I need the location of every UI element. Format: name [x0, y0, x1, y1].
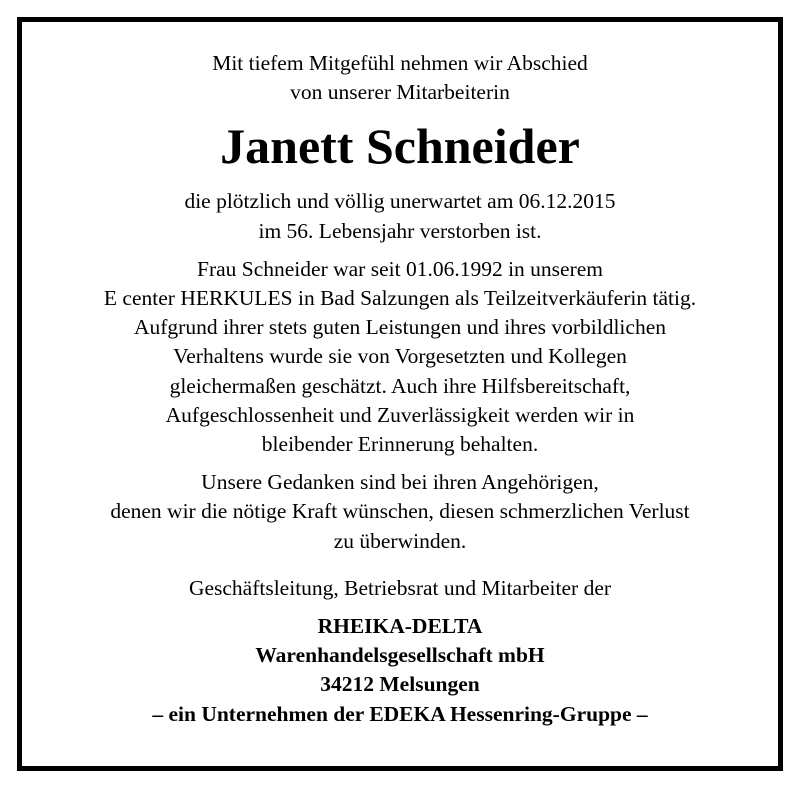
intro-line: von unserer Mitarbeiterin: [290, 80, 510, 105]
career-line: bleibender Erinnerung behalten.: [261, 432, 539, 457]
career-line: E center HERKULES in Bad Salzungen als Teilzeitverkäuferin tätig.: [103, 286, 697, 311]
obituary-notice: [22, 22, 778, 729]
career-line: Aufgrund ihrer stets guten Leistungen und ihres vorbildlichen: [133, 315, 666, 340]
intro-block: [22, 49, 778, 107]
condolence-line: zu überwinden.: [333, 528, 467, 553]
condolence-line: denen wir die nötige Kraft wünschen, diesen schmerzlichen Verlust: [110, 499, 690, 524]
death-notice-line: im 56. Lebensjahr verstorben ist.: [258, 218, 542, 243]
career-block: [22, 255, 778, 459]
deceased-name: Janett Schneider: [220, 118, 580, 175]
death-notice-block: [22, 187, 778, 245]
company-address: 34212 Melsungen: [320, 672, 480, 697]
death-notice-line: die plötzlich und völlig unerwartet am 06.12.2015: [184, 189, 616, 214]
company-group: – ein Unternehmen der EDEKA Hessenring-Gruppe –: [152, 701, 648, 726]
company-name: RHEIKA-DELTA: [317, 614, 483, 639]
condolence-block: [22, 468, 778, 556]
company-block: [22, 612, 778, 729]
condolence-line: Unsere Gedanken sind bei ihren Angehörigen,: [201, 470, 599, 495]
company-legal-name: Warenhandelsgesellschaft mbH: [255, 643, 545, 668]
career-line: Frau Schneider war seit 01.06.1992 in unserem: [196, 256, 604, 281]
career-line: Verhaltens wurde sie von Vorgesetzten und Kollegen: [173, 344, 627, 369]
career-line: gleichermaßen geschätzt. Auch ihre Hilfsbereitschaft,: [169, 373, 631, 398]
career-line: Aufgeschlossenheit und Zuverlässigkeit werden wir in: [165, 402, 635, 427]
intro-line: Mit tiefem Mitgefühl nehmen wir Abschied: [212, 51, 588, 75]
signatories-line: Geschäftsleitung, Betriebsrat und Mitarbeiter der: [188, 575, 612, 600]
